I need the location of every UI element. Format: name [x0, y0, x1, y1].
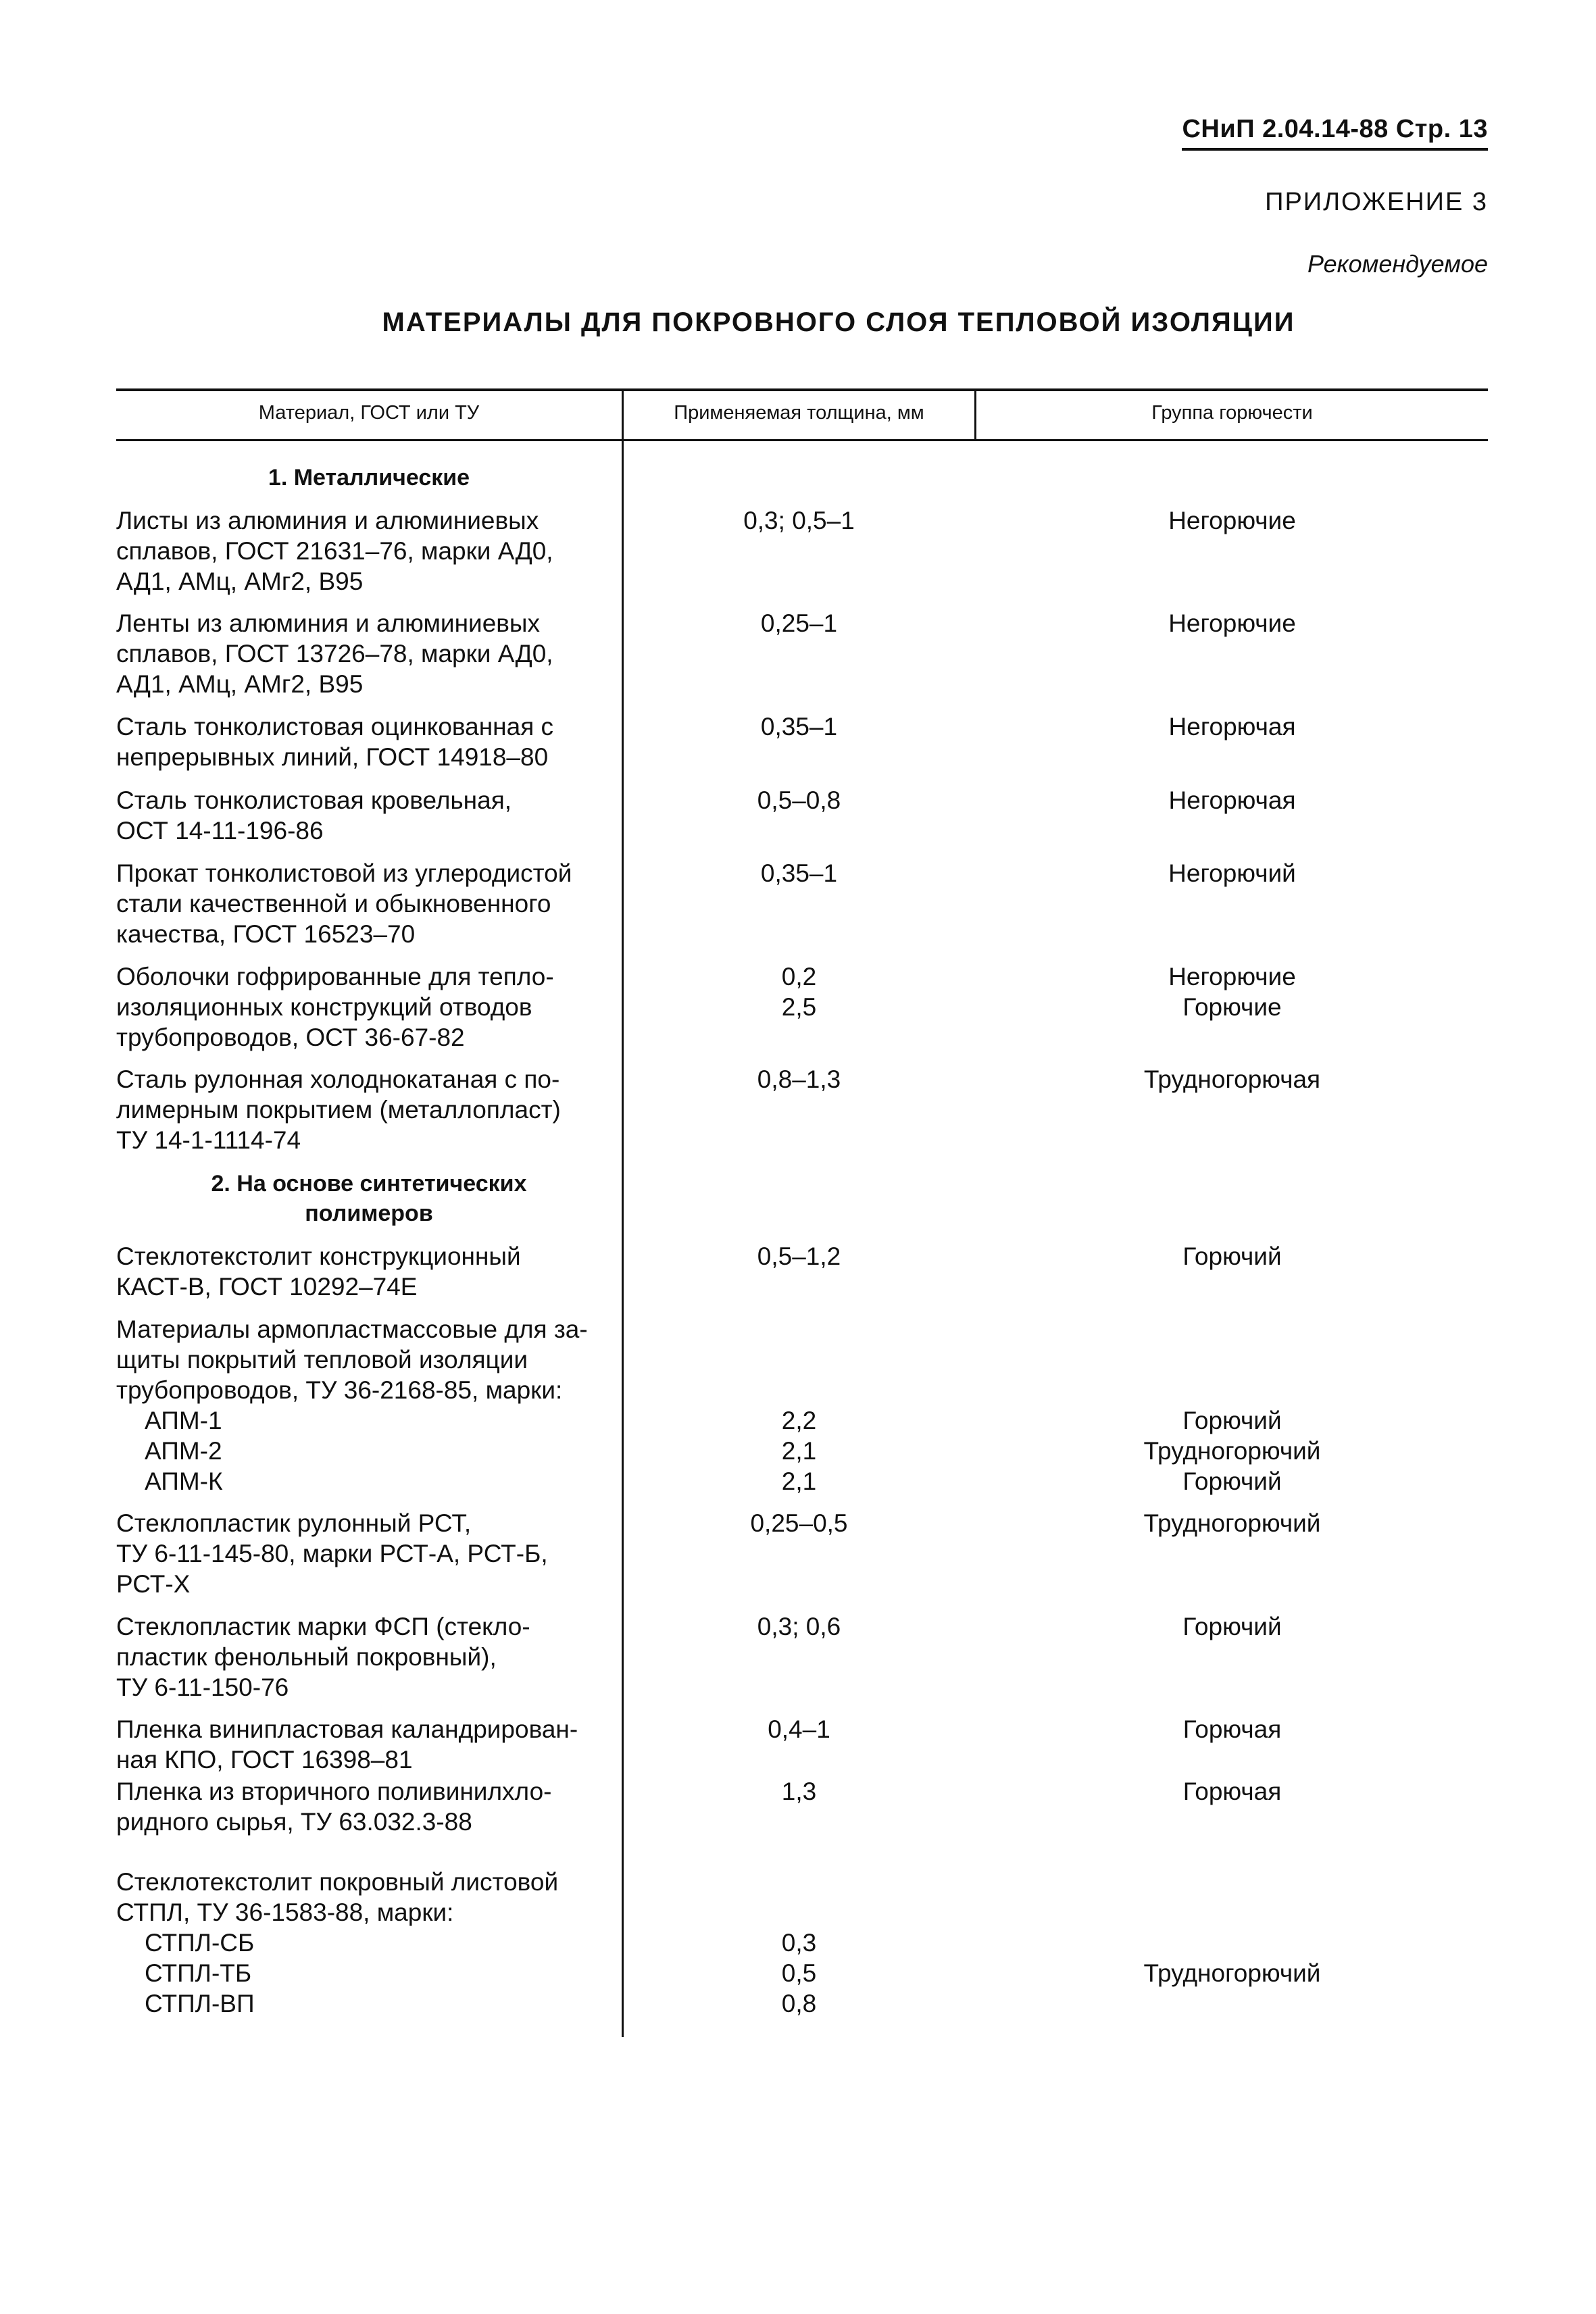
group-cell: Трудногорючий — [1143, 1509, 1321, 1537]
material-line: Пленка из вторичного поливинилхло- — [116, 1778, 552, 1805]
group-cell: Горючий — [1182, 1242, 1282, 1270]
thickness-value: 0,8 — [781, 1990, 817, 2017]
table-row-material — [116, 1314, 607, 1496]
column-header-material: Материал, ГОСТ или ТУ — [258, 402, 480, 424]
group-cell: Негорючие — [1168, 507, 1296, 534]
material-line: Прокат тонколистовой из углеродистой — [116, 859, 572, 887]
table-row-material — [116, 785, 607, 846]
material-line: ридного сырья, ТУ 63.032.3-88 — [116, 1808, 472, 1836]
group-cell: Горючая — [1182, 1778, 1282, 1805]
material-line: стали качественной и обыкновенного — [116, 890, 551, 917]
group-cell — [976, 961, 1488, 1022]
material-line: пластик фенольный покровный), — [116, 1643, 497, 1671]
thickness-cell: 0,25–1 — [760, 609, 838, 637]
thickness-cell — [624, 1928, 974, 2019]
material-line: Стеклопластик марки ФСП (стекло- — [116, 1613, 530, 1640]
group-cell: Негорючая — [1168, 713, 1296, 740]
thickness-cell — [624, 1405, 974, 1496]
subitem-name: СТПЛ-ТБ — [145, 1959, 252, 1987]
group-value: Горючий — [1182, 1467, 1282, 1495]
appendix-status: Рекомендуемое — [1307, 250, 1488, 278]
subitem-name: СТПЛ-ВП — [145, 1990, 255, 2017]
subitem-name: АПМ-2 — [145, 1437, 222, 1465]
material-line: щиты покрытий тепловой изоляции — [116, 1346, 528, 1374]
material-line: Сталь тонколистовая кровельная, — [116, 786, 512, 814]
material-line: лимерным покрытием (металлопласт) — [116, 1096, 561, 1124]
table-row-material — [116, 1241, 607, 1302]
thickness-cell: 0,25–0,5 — [750, 1509, 848, 1537]
material-line: Стеклотекстолит конструкционный — [116, 1242, 521, 1270]
material-line: Листы из алюминия и алюминиевых — [116, 507, 539, 534]
material-line: непрерывных линий, ГОСТ 14918–80 — [116, 743, 549, 771]
thickness-cell — [624, 961, 974, 1022]
group-cell: Негорючая — [1168, 786, 1296, 814]
table-row-material — [116, 505, 607, 597]
table-row-material — [116, 1611, 607, 1703]
page-title: МАТЕРИАЛЫ ДЛЯ ПОКРОВНОГО СЛОЯ ТЕПЛОВОЙ ИЗОЛЯЦИИ — [382, 307, 1295, 337]
material-line: трубопроводов, ОСТ 36-67-82 — [116, 1024, 465, 1051]
table-row-material — [116, 858, 607, 949]
table-header-rule — [116, 439, 1488, 441]
material-line: ная КПО, ГОСТ 16398–81 — [116, 1746, 413, 1774]
thickness-value: 2,1 — [781, 1437, 817, 1465]
group-cell — [976, 1405, 1488, 1496]
material-line: Пленка винипластовая каландрирован- — [116, 1715, 578, 1743]
column-header-group: Группа горючести — [1151, 402, 1313, 424]
thickness-cell: 0,35–1 — [760, 713, 838, 740]
material-line: Оболочки гофрированные для тепло- — [116, 963, 554, 990]
appendix-label: ПРИЛОЖЕНИЕ 3 — [1265, 188, 1488, 216]
thickness-value: 0,3 — [781, 1929, 817, 1957]
subitem-name: СТПЛ-СБ — [145, 1929, 255, 1957]
thickness-value: 2,5 — [781, 993, 817, 1021]
group-cell: Горючий — [1182, 1613, 1282, 1640]
material-line: Сталь тонколистовая оцинкованная с — [116, 713, 554, 740]
material-line: ОСТ 14-11-196-86 — [116, 817, 324, 845]
thickness-cell: 0,35–1 — [760, 859, 838, 887]
section-title-metal — [116, 463, 622, 493]
material-line: ТУ 6-11-145-80, марки РСТ-А, РСТ-Б, — [116, 1540, 548, 1567]
thickness-cell: 0,4–1 — [768, 1715, 830, 1743]
thickness-value: 0,5 — [781, 1959, 817, 1987]
thickness-cell: 0,3; 0,5–1 — [743, 507, 855, 534]
group-cell: Трудногорючая — [1143, 1065, 1321, 1093]
group-value: Горючие — [1182, 993, 1282, 1021]
material-line: сплавов, ГОСТ 13726–78, марки АД0, — [116, 640, 553, 668]
material-line: КАСТ-В, ГОСТ 10292–74Е — [116, 1273, 418, 1301]
table-row-material — [116, 1064, 607, 1155]
section-title-line: 2. На основе синтетических — [211, 1171, 527, 1197]
material-line: Сталь рулонная холоднокатаная с по- — [116, 1065, 560, 1093]
material-line: СТПЛ, ТУ 36-1583-88, марки: — [116, 1898, 454, 1926]
table-row-material — [116, 1714, 607, 1775]
material-line: Стеклопластик рулонный РСТ, — [116, 1509, 472, 1537]
group-cell: Негорючие — [1168, 609, 1296, 637]
group-cell: Негорючий — [1168, 859, 1296, 887]
thickness-cell: 0,8–1,3 — [757, 1065, 841, 1093]
material-line: РСТ-Х — [116, 1570, 191, 1598]
material-line: Материалы армопластмассовые для за- — [116, 1315, 588, 1343]
material-line: Ленты из алюминия и алюминиевых — [116, 609, 541, 637]
material-line: ТУ 6-11-150-76 — [116, 1674, 289, 1701]
table-row-material — [116, 961, 607, 1053]
group-value: Негорючие — [1168, 963, 1296, 990]
table-row-material — [116, 1867, 607, 2019]
table-row-material — [116, 608, 607, 699]
table-row-material — [116, 1776, 607, 1837]
material-line: АД1, АМц, АМг2, В95 — [116, 670, 364, 698]
table-row-material — [116, 1508, 607, 1599]
section-title-line: полимеров — [305, 1201, 433, 1226]
material-line: изоляционных конструкций отводов — [116, 993, 532, 1021]
material-line: ТУ 14-1-1114-74 — [116, 1126, 301, 1154]
material-line: АД1, АМц, АМг2, В95 — [116, 568, 364, 595]
column-header-thickness: Применяемая толщина, мм — [674, 402, 924, 424]
material-line: сплавов, ГОСТ 21631–76, марки АД0, — [116, 537, 553, 565]
table-top-rule — [116, 388, 1488, 391]
group-value: Трудногорючий — [1143, 1437, 1321, 1465]
material-line: Стеклотекстолит покровный листовой — [116, 1868, 559, 1896]
thickness-value: 2,1 — [781, 1467, 817, 1495]
thickness-cell: 0,5–0,8 — [757, 786, 841, 814]
subitem-name: АПМ-К — [145, 1467, 223, 1495]
group-cell: Горючая — [1182, 1715, 1282, 1743]
thickness-cell: 0,3; 0,6 — [757, 1613, 841, 1640]
document-reference: СНиП 2.04.14-88 Стр. 13 — [1182, 115, 1488, 151]
subitem-name: АПМ-1 — [145, 1407, 222, 1434]
thickness-value: 0,2 — [781, 963, 817, 990]
section-title-line: 1. Металлические — [268, 465, 470, 491]
group-cell: Трудногорючий — [1143, 1959, 1321, 1987]
thickness-cell: 1,3 — [781, 1778, 817, 1805]
thickness-value: 2,2 — [781, 1407, 817, 1434]
material-line: трубопроводов, ТУ 36-2168-85, марки: — [116, 1376, 563, 1404]
material-line: качества, ГОСТ 16523–70 — [116, 920, 416, 948]
table-row-material — [116, 711, 607, 772]
thickness-cell: 0,5–1,2 — [757, 1242, 841, 1270]
section-title-polymers — [116, 1169, 622, 1228]
group-value: Горючий — [1182, 1407, 1282, 1434]
